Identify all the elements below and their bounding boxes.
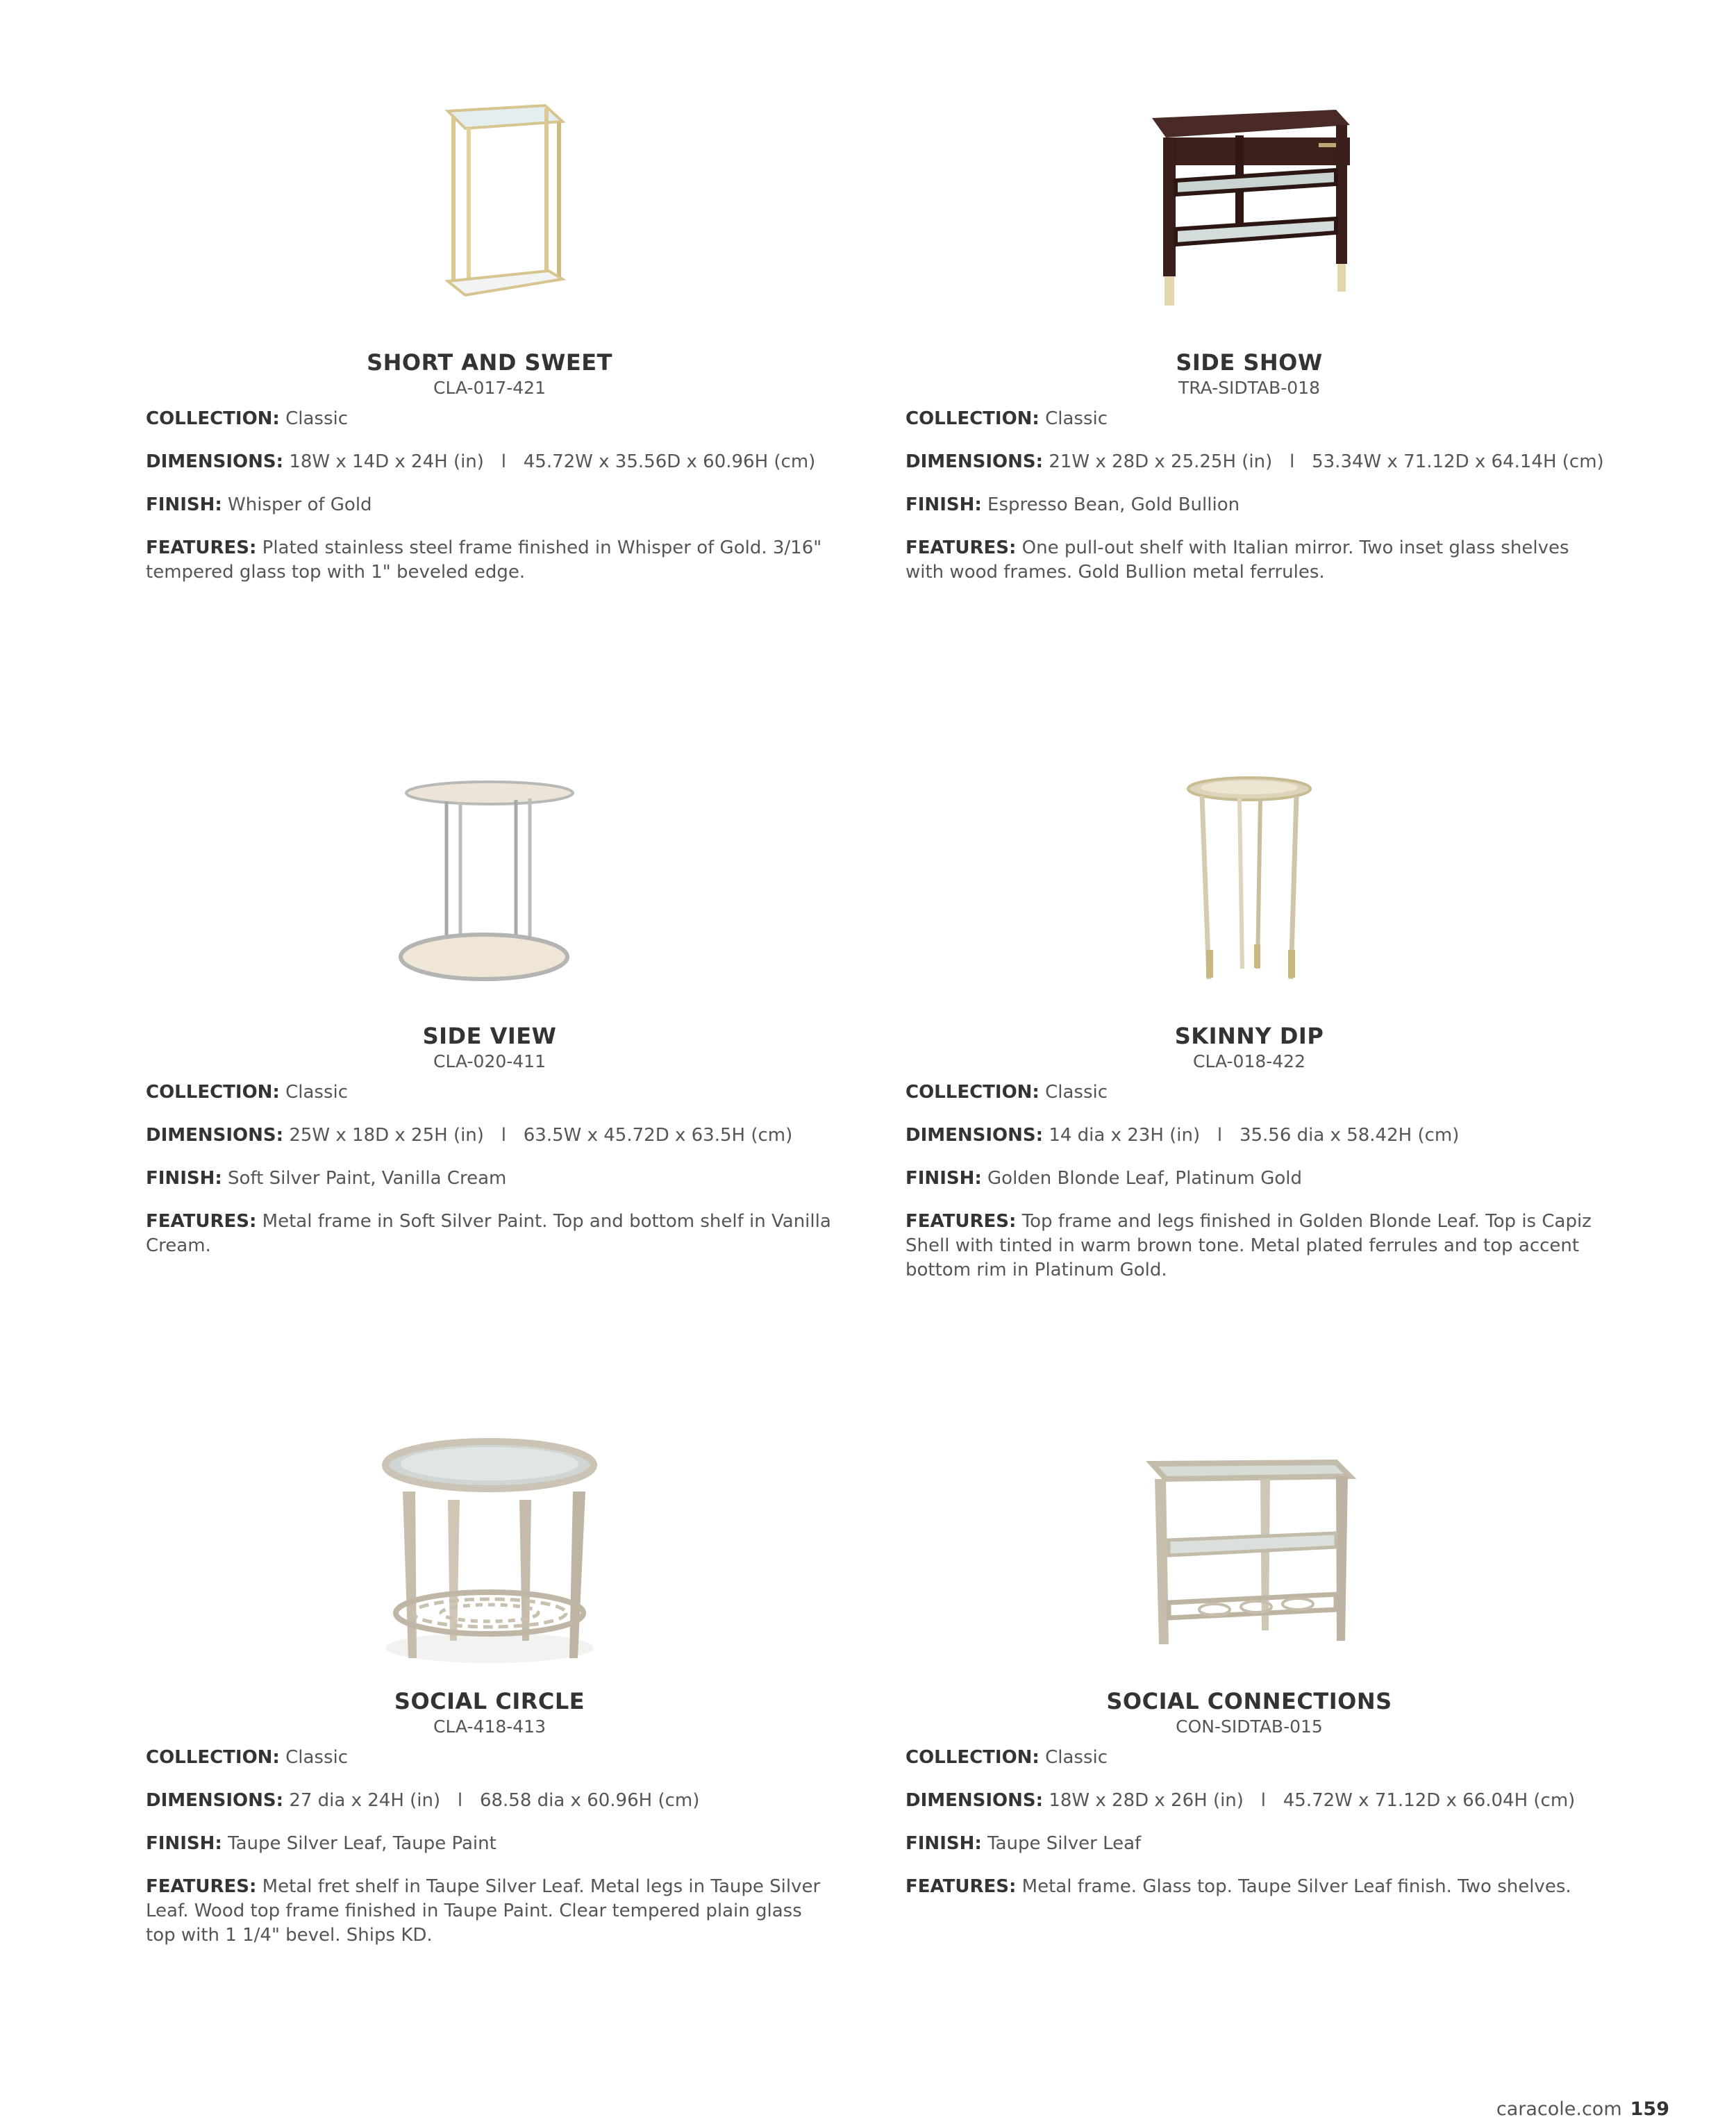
product-photo: [146, 97, 833, 347]
dimensions-row: [146, 1789, 833, 1813]
dimensions-value: 21W x 28D x 25.25H (in) l 53.34W x 71.12D x 64.14H (cm): [1049, 451, 1604, 472]
dimensions-row: [146, 450, 833, 474]
page-number: 159: [1630, 2098, 1669, 2120]
product-name: SHORT AND SWEET: [367, 349, 612, 376]
dimensions-label: DIMENSIONS:: [146, 1125, 284, 1146]
dimensions-value: 14 dia x 23H (in) l 35.56 dia x 58.42H (cm): [1049, 1125, 1460, 1146]
features-value: One pull-out shelf with Italian mirror. Two inset glass shelves with wood frames. Gold Bullion metal ferrules.: [905, 537, 1569, 583]
side-table-photo: [1138, 97, 1360, 319]
dimensions-value: 27 dia x 24H (in) l 68.58 dia x 60.96H (cm): [289, 1790, 700, 1811]
features-row: [146, 1210, 833, 1258]
features-label: FEATURES:: [146, 1211, 257, 1232]
collection-row: [905, 407, 1593, 431]
finish-value: Soft Silver Paint, Vanilla Cream: [228, 1168, 507, 1189]
collection-label: COLLECTION:: [146, 1747, 280, 1768]
finish-row: [146, 493, 833, 517]
site-link[interactable]: caracole.com: [1496, 2098, 1622, 2120]
features-label: FEATURES:: [146, 1876, 257, 1897]
finish-value: Taupe Silver Leaf, Taupe Paint: [228, 1833, 496, 1854]
features-label: FEATURES:: [905, 537, 1017, 558]
finish-value: Golden Blonde Leaf, Platinum Gold: [987, 1168, 1302, 1189]
features-value: Metal frame in Soft Silver Paint. Top and bottom shelf in Vanilla Cream.: [146, 1211, 831, 1256]
finish-row: [905, 1167, 1593, 1191]
finish-row: [905, 493, 1593, 517]
side-table-photo: [399, 97, 580, 306]
product-name: SOCIAL CONNECTIONS: [1106, 1688, 1392, 1714]
finish-row: [146, 1167, 833, 1191]
features-label: FEATURES:: [146, 537, 257, 558]
collection-value: Classic: [1045, 1747, 1108, 1768]
collection-value: Classic: [285, 408, 349, 429]
product-sku: CLA-018-422: [1193, 1051, 1305, 1071]
side-table-photo: [392, 771, 587, 993]
collection-row: [905, 1080, 1593, 1105]
features-value: Plated stainless steel frame finished in Whisper of Gold. 3/16" tempered glass top with 1" beveled edge.: [146, 537, 822, 583]
finish-row: [905, 1832, 1593, 1856]
collection-label: COLLECTION:: [905, 1747, 1040, 1768]
product-sku: CLA-418-413: [433, 1716, 546, 1737]
features-row: [905, 1875, 1593, 1899]
page-footer: [1496, 2098, 1669, 2120]
features-row: [146, 536, 833, 585]
product-photo: [905, 771, 1593, 1021]
features-row: [905, 1210, 1593, 1283]
collection-value: Classic: [285, 1747, 349, 1768]
dimensions-row: [905, 1789, 1593, 1813]
side-table-photo: [375, 1436, 604, 1672]
collection-label: COLLECTION:: [905, 1082, 1040, 1103]
collection-value: Classic: [1045, 1082, 1108, 1103]
collection-label: COLLECTION:: [146, 408, 280, 429]
finish-label: FINISH:: [905, 1833, 982, 1854]
features-row: [905, 536, 1593, 585]
features-label: FEATURES:: [905, 1876, 1017, 1897]
collection-label: COLLECTION:: [905, 408, 1040, 429]
features-value: Metal fret shelf in Taupe Silver Leaf. Metal legs in Taupe Silver Leaf. Wood top frame finished in Taupe Paint. Clear tempered plain glass top with 1 1/4" bevel. Ships KD.: [146, 1876, 821, 1946]
product-name: SKINNY DIP: [1174, 1023, 1324, 1049]
finish-label: FINISH:: [146, 1168, 222, 1189]
side-table-photo: [1173, 771, 1326, 993]
product-name: SOCIAL CIRCLE: [394, 1688, 585, 1714]
product-name: SIDE VIEW: [422, 1023, 557, 1049]
dimensions-label: DIMENSIONS:: [146, 451, 284, 472]
product-photo: [146, 771, 833, 1021]
product-sku: CLA-020-411: [433, 1051, 546, 1071]
features-value: Top frame and legs finished in Golden Blonde Leaf. Top is Capiz Shell with tinted in warm brown tone. Metal plated ferrules and top accent bottom rim in Platinum Gold.: [905, 1211, 1592, 1280]
collection-label: COLLECTION:: [146, 1082, 280, 1103]
dimensions-row: [905, 1123, 1593, 1148]
collection-row: [146, 1080, 833, 1105]
collection-value: Classic: [285, 1082, 349, 1103]
finish-label: FINISH:: [905, 1168, 982, 1189]
dimensions-value: 25W x 18D x 25H (in) l 63.5W x 45.72D x 63.5H (cm): [289, 1125, 793, 1146]
dimensions-label: DIMENSIONS:: [905, 1125, 1044, 1146]
side-table-photo: [1138, 1436, 1360, 1672]
product-photo: [905, 97, 1593, 347]
finish-label: FINISH:: [146, 494, 222, 515]
product-sku: CLA-017-421: [433, 378, 546, 398]
product-name: SIDE SHOW: [1176, 349, 1323, 376]
dimensions-row: [905, 450, 1604, 474]
finish-value: Whisper of Gold: [228, 494, 372, 515]
collection-row: [146, 1746, 833, 1770]
product-sku: CON-SIDTAB-015: [1176, 1716, 1323, 1737]
features-row: [146, 1875, 833, 1948]
collection-row: [146, 407, 833, 431]
finish-label: FINISH:: [905, 494, 982, 515]
dimensions-value: 18W x 28D x 26H (in) l 45.72W x 71.12D x 66.04H (cm): [1049, 1790, 1576, 1811]
product-sku: TRA-SIDTAB-018: [1178, 378, 1321, 398]
dimensions-label: DIMENSIONS:: [146, 1790, 284, 1811]
dimensions-value: 18W x 14D x 24H (in) l 45.72W x 35.56D x 60.96H (cm): [289, 451, 816, 472]
finish-value: Espresso Bean, Gold Bullion: [987, 494, 1240, 515]
finish-label: FINISH:: [146, 1833, 222, 1854]
features-label: FEATURES:: [905, 1211, 1017, 1232]
dimensions-label: DIMENSIONS:: [905, 451, 1044, 472]
dimensions-row: [146, 1123, 833, 1148]
finish-value: Taupe Silver Leaf: [987, 1833, 1142, 1854]
collection-value: Classic: [1045, 408, 1108, 429]
product-photo: [905, 1436, 1593, 1686]
features-value: Metal frame. Glass top. Taupe Silver Leaf finish. Two shelves.: [1021, 1876, 1571, 1897]
product-photo: [146, 1436, 833, 1686]
finish-row: [146, 1832, 833, 1856]
collection-row: [905, 1746, 1593, 1770]
dimensions-label: DIMENSIONS:: [905, 1790, 1044, 1811]
